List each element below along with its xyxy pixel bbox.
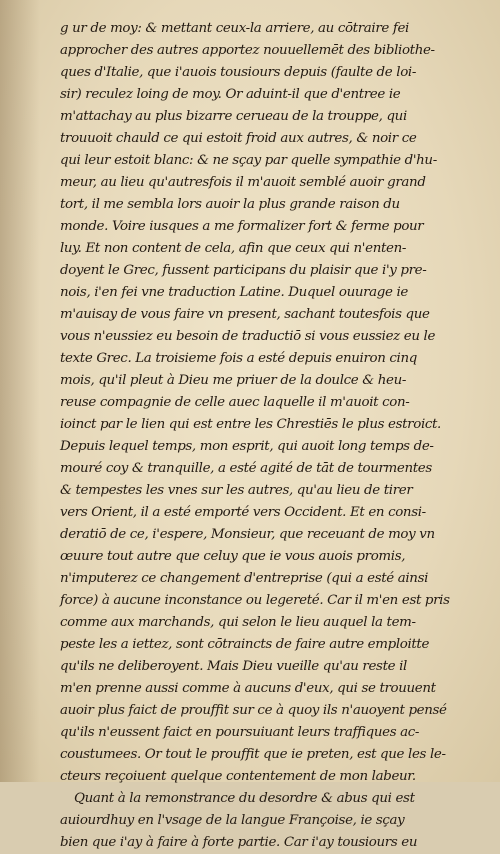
text-line: m'en prenne aussi comme à aucuns d'eux, qui se trouuent: [60, 681, 436, 696]
body-text: [60, 18, 465, 854]
text-line: mois, qu'il pleut à Dieu me priuer de la doulce & heu-: [60, 373, 407, 388]
text-line: doyent le Grec, fussent participans du plaisir que i'y pre-: [60, 263, 427, 278]
text-line: sir) reculez loing de moy. Or aduint-il que d'entree ie: [60, 87, 401, 102]
text-line: mouré coy & tranquille, a esté agité de tāt de tourmentes: [60, 461, 432, 476]
text-line: n'imputerez ce changement d'entreprise (qui a esté ainsi: [60, 571, 429, 586]
paragraph-start-line: Quant à la remonstrance du desordre & abus qui est: [74, 791, 415, 806]
text-line: nois, i'en fei vne traduction Latine. Duquel ouurage ie: [60, 285, 409, 300]
text-line: texte Grec. La troisieme fois a esté depuis enuiron cinq: [60, 351, 417, 366]
text-line: qu'ils n'eussent faict en poursuiuant leurs traffiques ac-: [60, 725, 420, 740]
text-line: œuure tout autre que celuy que ie vous auois promis,: [60, 549, 406, 564]
text-line: peste les a iettez, sont cōtraincts de faire autre emploitte: [60, 637, 430, 652]
text-line: reuse compagnie de celle auec laquelle il m'auoit con-: [60, 395, 410, 410]
binding-gutter-shadow: [0, 0, 40, 782]
text-line: monde. Voire iusques a me formalizer fort & ferme pour: [60, 219, 424, 234]
text-line: ioinct par le lien qui est entre les Chrestiēs le plus estroict.: [60, 417, 441, 432]
text-line: cteurs reçoiuent quelque contentement de mon labeur.: [60, 769, 416, 784]
text-line: vers Orient, il a esté emporté vers Occident. Et en consi-: [60, 505, 426, 520]
text-line: g ur de moy: & mettant ceux-la arriere, au cōtraire fei: [60, 21, 409, 36]
text-line: ques d'Italie, que i'auois tousiours depuis (faulte de loi-: [60, 65, 417, 80]
text-line: bien que i'ay à faire à forte partie. Car i'ay tousiours eu: [60, 835, 418, 850]
text-line: coustumees. Or tout le prouffit que ie preten, est que les le-: [60, 747, 446, 762]
text-line: & tempestes les vnes sur les autres, qu'au lieu de tirer: [60, 483, 413, 498]
text-line: Depuis lequel temps, mon esprit, qui auoit long temps de-: [60, 439, 434, 454]
text-line: force) à aucune inconstance ou legereté. Car il m'en est pris: [60, 593, 450, 608]
text-line: deratiō de ce, i'espere, Monsieur, que receuant de moy vn: [60, 527, 435, 542]
text-line: vous n'eussiez eu besoin de traductiō si vous eussiez eu le: [60, 329, 436, 344]
text-line: meur, au lieu qu'autresfois il m'auoit semblé auoir grand: [60, 175, 426, 190]
text-line: auiourdhuy en l'vsage de la langue Françoise, ie sçay: [60, 813, 405, 828]
text-line: luy. Et non content de cela, afin que ceux qui n'enten-: [60, 241, 407, 256]
text-line: auoir plus faict de prouffit sur ce à quoy ils n'auoyent pensé: [60, 703, 447, 718]
text-line: m'auisay de vous faire vn present, sachant toutesfois que: [60, 307, 430, 322]
text-line: trouuoit chauld ce qui estoit froid aux autres, & noir ce: [60, 131, 417, 146]
text-line: comme aux marchands, qui selon le lieu auquel la tem-: [60, 615, 416, 630]
text-line: m'attachay au plus bizarre cerueau de la trouppe, qui: [60, 109, 407, 124]
text-line: qu'ils ne deliberoyent. Mais Dieu vueille qu'au reste il: [60, 659, 407, 674]
text-line: tort, il me sembla lors auoir la plus grande raison du: [60, 197, 400, 212]
text-line: approcher des autres apportez nouuellemēt des bibliothe-: [60, 43, 435, 58]
text-line: qui leur estoit blanc: & ne sçay par quelle sympathie d'hu-: [60, 153, 437, 168]
